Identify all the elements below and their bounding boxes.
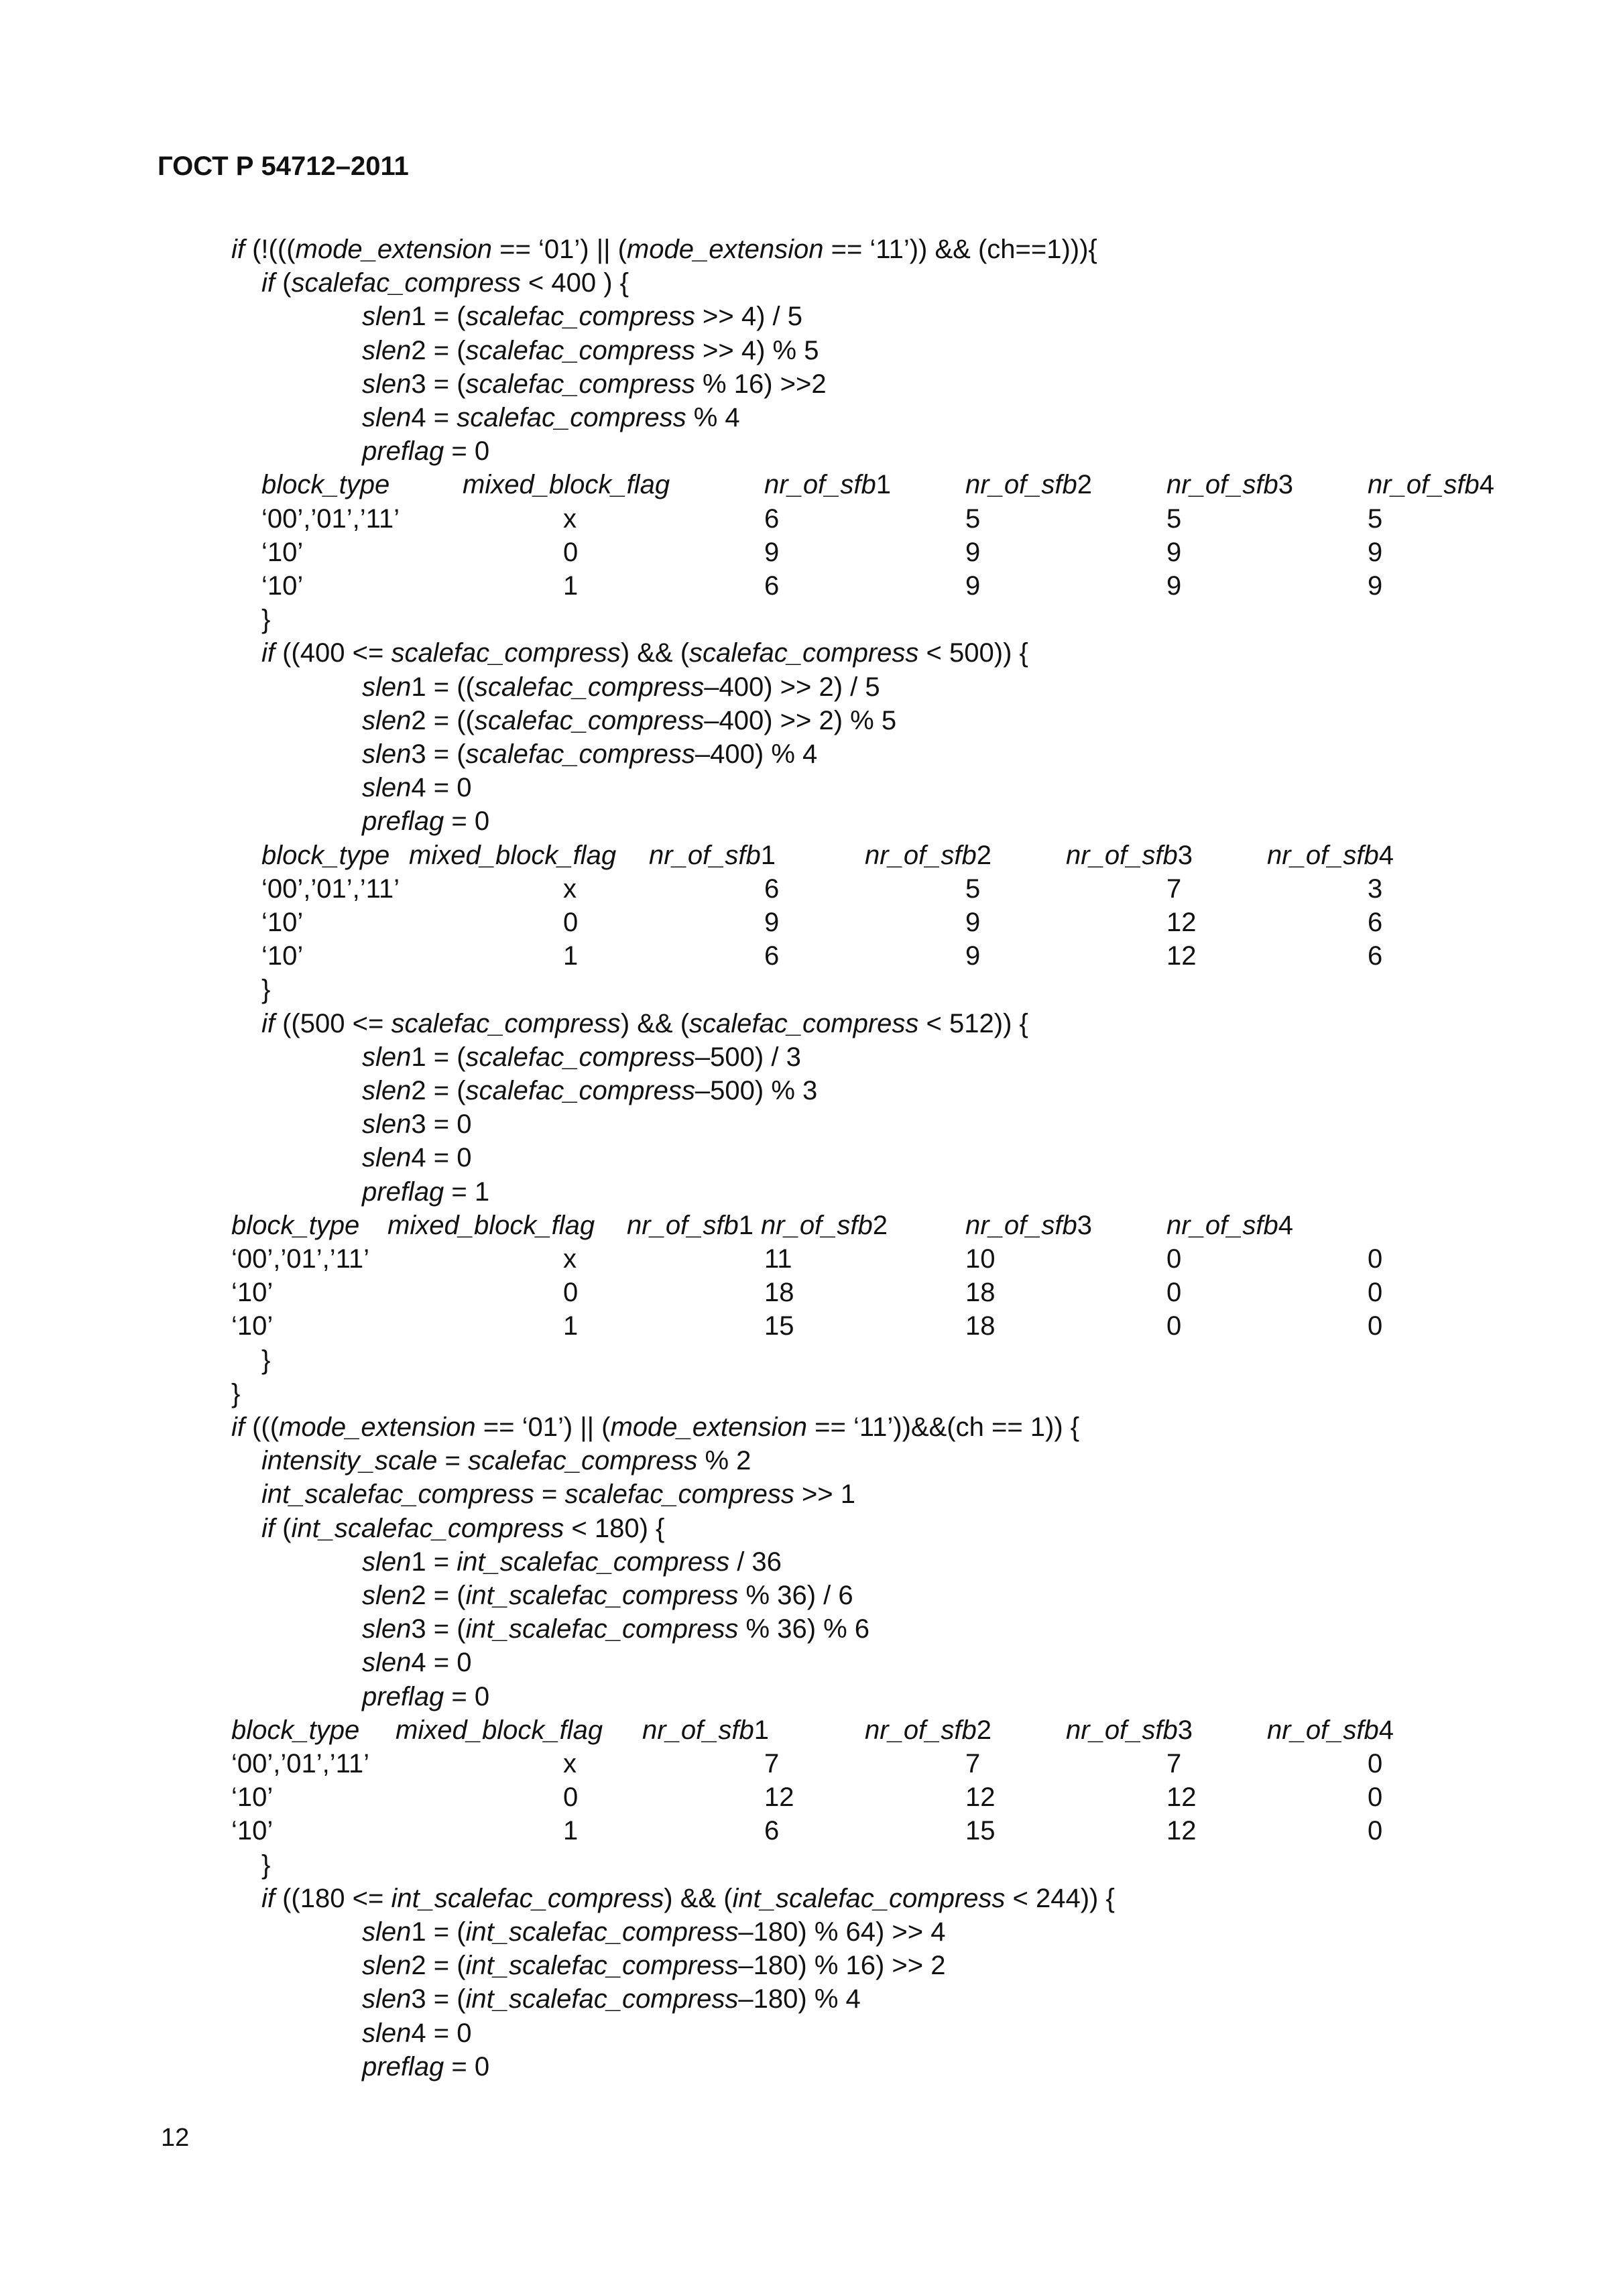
table-cell: 9 xyxy=(1368,537,1383,567)
table-cell: x xyxy=(563,503,577,534)
table-cell: nr_of_sfb4 xyxy=(1368,470,1495,500)
code-line: } xyxy=(261,1345,271,1375)
code-line: preflag = 0 xyxy=(362,2051,490,2081)
table-cell: mixed_block_flag xyxy=(396,1715,603,1745)
table-cell: ‘10’ xyxy=(261,571,304,601)
table-cell: 6 xyxy=(764,941,780,971)
table-cell: 7 xyxy=(1166,873,1182,904)
page-header: ГОСТ Р 54712–2011 xyxy=(158,152,409,181)
table-cell: ‘10’ xyxy=(261,941,304,971)
code-line: slen1 = (scalefac_compress–500) / 3 xyxy=(362,1042,801,1072)
code-line: slen2 = (scalefac_compress–500) % 3 xyxy=(362,1076,818,1105)
table-cell: 9 xyxy=(764,537,780,567)
table-cell: nr_of_sfb3 xyxy=(965,1210,1093,1240)
code-line: slen1 = ((scalefac_compress–400) >> 2) / 5 xyxy=(362,672,880,702)
table-cell: nr_of_sfb1 xyxy=(627,1210,754,1240)
table-cell: 12 xyxy=(1166,1783,1197,1813)
table-cell: 12 xyxy=(965,1783,996,1813)
table-cell: ‘10’ xyxy=(231,1783,274,1813)
table-cell: block_type xyxy=(261,470,390,500)
table-cell: block_type xyxy=(261,840,390,870)
table-cell: 12 xyxy=(1166,941,1197,971)
code-line: slen4 = 0 xyxy=(362,1648,472,1678)
table-cell: x xyxy=(563,873,577,904)
table-cell: nr_of_sfb2 xyxy=(865,840,992,870)
table-cell: ‘00’,’01’,’11’ xyxy=(261,503,400,534)
table-cell: 7 xyxy=(965,1749,981,1778)
code-line: if ((400 <= scalefac_compress) && (scalefac_compress < 500)) { xyxy=(261,638,1028,668)
code-line: slen2 = ((scalefac_compress–400) >> 2) % 5 xyxy=(362,705,897,735)
table-cell: nr_of_sfb3 xyxy=(1066,1715,1193,1745)
code-line: int_scalefac_compress = scalefac_compress >> 1 xyxy=(261,1479,856,1510)
table-cell: ‘10’ xyxy=(231,1311,274,1341)
table-cell: 0 xyxy=(1166,1244,1182,1274)
code-line: slen1 = int_scalefac_compress / 36 xyxy=(362,1547,782,1577)
code-line: if ((500 <= scalefac_compress) && (scalefac_compress < 512)) { xyxy=(261,1008,1028,1038)
table-cell: 12 xyxy=(764,1783,794,1813)
table-cell: ‘00’,’01’,’11’ xyxy=(231,1749,370,1778)
table-cell: 0 xyxy=(1166,1311,1182,1341)
table-cell: x xyxy=(563,1749,577,1778)
table-cell: ‘10’ xyxy=(261,908,304,937)
table-cell: nr_of_sfb2 xyxy=(865,1715,992,1745)
table-cell: 15 xyxy=(764,1311,794,1341)
code-line: slen1 = (int_scalefac_compress–180) % 64) >> 4 xyxy=(362,1917,946,1947)
table-cell: 9 xyxy=(965,537,981,567)
table-cell: 7 xyxy=(1166,1749,1182,1778)
table-cell: 6 xyxy=(1368,941,1383,971)
code-line: if (((mode_extension == ‘01’) || (mode_extension == ‘11’))&&(ch == 1)) { xyxy=(231,1412,1080,1442)
table-cell: 18 xyxy=(965,1311,996,1341)
table-cell: nr_of_sfb2 xyxy=(965,470,1093,500)
table-cell: ‘00’,’01’,’11’ xyxy=(261,873,400,904)
table-cell: 15 xyxy=(965,1816,996,1846)
table-cell: nr_of_sfb1 xyxy=(649,840,776,870)
table-cell: 12 xyxy=(1166,908,1197,937)
table-cell: nr_of_sfb4 xyxy=(1166,1210,1294,1240)
table-cell: 0 xyxy=(1166,1278,1182,1308)
table-cell: nr_of_sfb4 xyxy=(1267,1715,1394,1745)
code-line: slen3 = 0 xyxy=(362,1109,472,1140)
table-cell: 9 xyxy=(1166,571,1182,601)
table-cell: mixed_block_flag xyxy=(409,840,617,870)
code-line: slen1 = (scalefac_compress >> 4) / 5 xyxy=(362,302,803,332)
code-line: slen3 = (int_scalefac_compress % 36) % 6 xyxy=(362,1614,870,1644)
table-cell: 6 xyxy=(764,503,780,534)
code-line: } xyxy=(261,605,271,635)
table-cell: 5 xyxy=(1166,503,1182,534)
table-cell: 9 xyxy=(965,571,981,601)
code-line: if ((180 <= int_scalefac_compress) && (int_scalefac_compress < 244)) { xyxy=(261,1883,1115,1913)
table-cell: nr_of_sfb2 xyxy=(761,1210,888,1240)
table-cell: 1 xyxy=(563,1311,579,1341)
code-line: if (!(((mode_extension == ‘01’) || (mode_extension == ‘11’)) && (ch==1))){ xyxy=(231,235,1097,264)
table-cell: 0 xyxy=(1368,1783,1383,1813)
code-line: slen3 = (scalefac_compress % 16) >>2 xyxy=(362,369,827,399)
table-cell: 0 xyxy=(1368,1311,1383,1341)
table-cell: 1 xyxy=(563,941,579,971)
table-cell: ‘00’,’01’,’11’ xyxy=(231,1244,370,1274)
table-cell: 18 xyxy=(965,1278,996,1308)
table-cell: 9 xyxy=(965,941,981,971)
table-cell: mixed_block_flag xyxy=(387,1210,595,1240)
table-cell: 0 xyxy=(1368,1749,1383,1778)
table-cell: 10 xyxy=(965,1244,996,1274)
table-cell: x xyxy=(563,1244,577,1274)
table-cell: 0 xyxy=(563,908,579,937)
code-line: slen3 = (scalefac_compress–400) % 4 xyxy=(362,739,818,769)
code-line: slen2 = (scalefac_compress >> 4) % 5 xyxy=(362,335,819,365)
table-cell: 3 xyxy=(1368,873,1383,904)
table-cell: 6 xyxy=(1368,908,1383,937)
table-cell: 6 xyxy=(764,873,780,904)
code-line: slen4 = scalefac_compress % 4 xyxy=(362,403,740,432)
table-cell: 0 xyxy=(1368,1244,1383,1274)
table-cell: 0 xyxy=(563,537,579,567)
table-cell: 7 xyxy=(764,1749,780,1778)
table-cell: 0 xyxy=(1368,1278,1383,1308)
table-cell: 9 xyxy=(764,908,780,937)
table-cell: 11 xyxy=(764,1244,792,1274)
code-line: intensity_scale = scalefac_compress % 2 xyxy=(261,1446,752,1476)
code-line: if (int_scalefac_compress < 180) { xyxy=(261,1513,665,1543)
table-cell: 0 xyxy=(563,1278,579,1308)
table-cell: 0 xyxy=(1368,1816,1383,1846)
table-cell: 1 xyxy=(563,1816,579,1846)
code-line: } xyxy=(261,1850,271,1880)
table-cell: ‘10’ xyxy=(261,537,304,567)
table-cell: 12 xyxy=(1166,1816,1197,1846)
code-line: slen4 = 0 xyxy=(362,2018,472,2048)
code-line: slen4 = 0 xyxy=(362,773,472,803)
table-cell: nr_of_sfb3 xyxy=(1066,840,1193,870)
code-line: if (scalefac_compress < 400 ) { xyxy=(261,268,629,298)
table-cell: nr_of_sfb1 xyxy=(764,470,892,500)
table-cell: mixed_block_flag xyxy=(463,470,670,500)
code-line: slen2 = (int_scalefac_compress–180) % 16) >> 2 xyxy=(362,1951,946,1981)
code-line: } xyxy=(261,975,271,1005)
code-line: slen3 = (int_scalefac_compress–180) % 4 xyxy=(362,1984,861,2014)
table-cell: 9 xyxy=(1166,537,1182,567)
table-cell: 6 xyxy=(764,571,780,601)
table-cell: ‘10’ xyxy=(231,1816,274,1846)
table-cell: 1 xyxy=(563,571,579,601)
table-cell: block_type xyxy=(231,1715,360,1745)
table-cell: nr_of_sfb1 xyxy=(642,1715,770,1745)
table-cell: 5 xyxy=(1368,503,1383,534)
table-cell: ‘10’ xyxy=(231,1278,274,1308)
code-line: } xyxy=(231,1378,241,1408)
table-cell: 9 xyxy=(965,908,981,937)
table-cell: nr_of_sfb3 xyxy=(1166,470,1294,500)
table-cell: block_type xyxy=(231,1210,360,1240)
table-cell: 18 xyxy=(764,1278,794,1308)
table-cell: 5 xyxy=(965,503,981,534)
code-line: slen2 = (int_scalefac_compress % 36) / 6 xyxy=(362,1581,853,1610)
code-line: slen4 = 0 xyxy=(362,1143,472,1173)
code-line: preflag = 0 xyxy=(362,1681,490,1711)
page-number: 12 xyxy=(161,2124,190,2152)
code-line: preflag = 1 xyxy=(362,1176,490,1207)
table-cell: 6 xyxy=(764,1816,780,1846)
table-cell: 9 xyxy=(1368,571,1383,601)
table-cell: 0 xyxy=(563,1783,579,1813)
table-cell: nr_of_sfb4 xyxy=(1267,840,1394,870)
code-line: preflag = 0 xyxy=(362,436,490,467)
code-line: preflag = 0 xyxy=(362,806,490,837)
table-cell: 5 xyxy=(965,873,981,904)
